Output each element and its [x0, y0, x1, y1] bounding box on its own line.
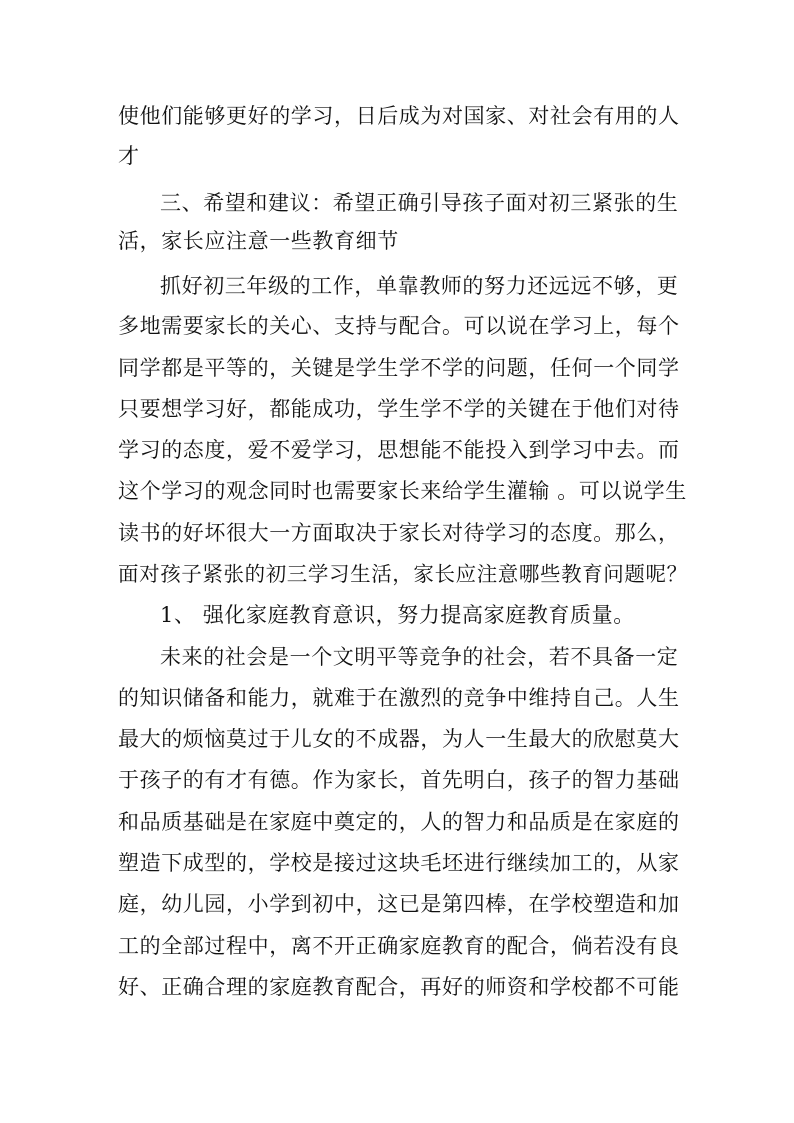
text-line: 同学都是平等的，关键是学生学不学的问题，任何一个同学: [118, 356, 680, 380]
text-line: 未来的社会是一个文明平等竞争的社会，若不具备一定: [160, 645, 679, 669]
text-line: 1、 强化家庭教育意识，努力提高家庭教育质量。: [160, 603, 635, 627]
text-line: 最大的烦恼莫过于儿女的不成器，为人一生最大的欣慰莫大: [118, 727, 680, 751]
text-line: 面对孩子紧张的初三学习生活，家长应注意哪些教育问题呢？: [118, 562, 688, 586]
text-line: 这个学习的观念同时也需要家长来给学生灌输 。可以说学生: [118, 479, 687, 503]
text-line: 工的全部过程中，离不开正确家庭教育的配合，倘若没有良: [118, 934, 680, 958]
text-line: 的知识储备和能力，就难于在激烈的竞争中维持自己。人生: [118, 686, 680, 710]
text-line: 抓好初三年级的工作，单靠教师的努力还远远不够，更: [160, 274, 679, 298]
text-line: 多地需要家长的关心、支持与配合。可以说在学习上，每个: [118, 314, 680, 338]
text-line: 和品质基础是在家庭中奠定的，人的智力和品质是在家庭的: [118, 810, 680, 834]
text-line: 三、希望和建议：希望正确引导孩子面对初三紧张的生: [160, 191, 679, 215]
text-line: 才: [118, 144, 140, 168]
text-line: 活，家长应注意一些教育细节: [118, 229, 399, 253]
text-line: 使他们能够更好的学习，日后成为对国家、对社会有用的人: [118, 104, 680, 128]
text-line: 读书的好坏很大一方面取决于家长对待学习的态度。那么，: [118, 521, 680, 545]
text-line: 塑造下成型的，学校是接过这块毛坯进行继续加工的，从家: [118, 851, 680, 875]
text-line: 于孩子的有才有德。作为家长，首先明白，孩子的智力基础: [118, 768, 680, 792]
text-line: 庭，幼儿园，小学到初中，这已是第四棒，在学校塑造和加: [118, 892, 680, 916]
text-line: 学习的态度，爱不爱学习，思想能不能投入到学习中去。而: [118, 438, 680, 462]
text-line: 只要想学习好，都能成功，学生学不学的关键在于他们对待: [118, 397, 680, 421]
text-line: 好、正确合理的家庭教育配合，再好的师资和学校都不可能: [118, 975, 680, 999]
